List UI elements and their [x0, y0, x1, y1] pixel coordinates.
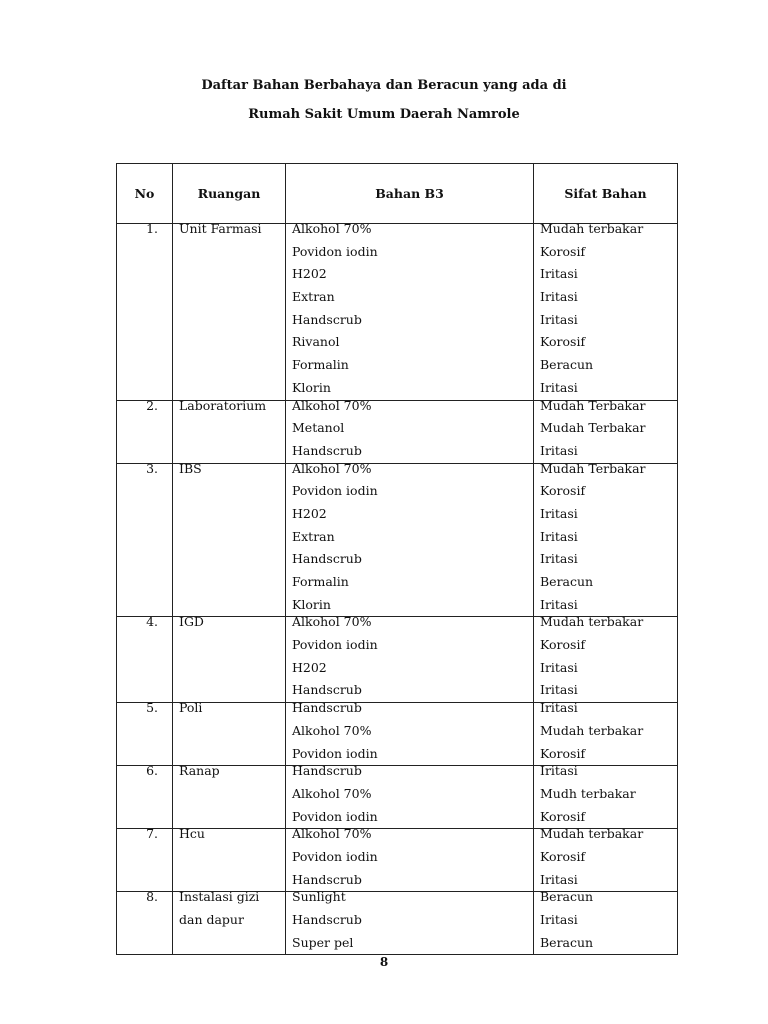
- material-cell-item: Klorin: [292, 596, 331, 612]
- material-cell-item: Handscrub: [292, 551, 362, 567]
- room-cell-item: Instalasi gizi: [179, 889, 260, 905]
- material-cell-item: Alkohol 70%: [292, 826, 372, 842]
- table-row: [117, 617, 678, 703]
- row-number-text: 5.: [146, 700, 158, 716]
- table-row: [117, 829, 678, 892]
- row-number-text: 8.: [146, 889, 158, 905]
- material-cell: [286, 221, 534, 401]
- property-cell-item: Iritasi: [540, 682, 578, 698]
- property-cell-item: Iritasi: [540, 528, 578, 544]
- property-cell-item: Mudah terbakar: [540, 826, 644, 842]
- table-row: [117, 766, 678, 829]
- material-cell-item: Alkohol 70%: [292, 397, 372, 413]
- property-cell: [534, 826, 678, 892]
- row-number: [117, 826, 173, 892]
- material-cell-item: H202: [292, 505, 327, 521]
- material-cell-item: Povidon iodin: [292, 808, 378, 824]
- property-cell-item: Iritasi: [540, 266, 578, 282]
- material-cell-item: Handscrub: [292, 912, 362, 927]
- row-number: [117, 700, 173, 766]
- property-cell-item: Iritasi: [540, 505, 578, 521]
- material-cell: [286, 889, 534, 955]
- property-cell: [534, 889, 678, 955]
- material-cell-item: Handscrub: [292, 871, 362, 887]
- table-row: [117, 892, 678, 955]
- material-cell-item: Alkohol 70%: [292, 785, 372, 801]
- header-no: No: [117, 164, 173, 224]
- room-cell-item: IGD: [179, 614, 204, 630]
- property-cell-item: Beracun: [540, 357, 594, 373]
- room-cell: [173, 826, 286, 892]
- room-cell: [173, 397, 286, 463]
- material-cell-item: Klorin: [292, 379, 331, 395]
- material-cell-item: Sunlight: [292, 889, 346, 905]
- row-number-text: 2.: [146, 397, 158, 413]
- room-cell-item: IBS: [179, 460, 202, 476]
- property-cell: [534, 763, 678, 829]
- property-cell-item: Korosif: [540, 483, 586, 499]
- material-cell-item: Handscrub: [292, 682, 362, 698]
- header-material: Bahan B3: [286, 164, 534, 224]
- property-cell-item: Korosif: [540, 808, 586, 824]
- property-cell-item: Iritasi: [540, 311, 578, 327]
- property-cell-item: Korosif: [540, 637, 586, 653]
- row-number-text: 1.: [146, 221, 158, 236]
- room-cell: [173, 460, 286, 617]
- material-cell-item: Alkohol 70%: [292, 614, 372, 630]
- material-cell: [286, 614, 534, 703]
- property-cell: [534, 700, 678, 766]
- row-number-text: 3.: [146, 460, 158, 476]
- room-cell-item: dan dapur: [179, 912, 244, 927]
- property-cell: [534, 397, 678, 463]
- material-cell-item: Handscrub: [292, 700, 362, 716]
- room-cell-item: Poli: [179, 700, 203, 716]
- row-number-text: 6.: [146, 763, 158, 779]
- material-cell: [286, 763, 534, 829]
- row-number-text: 4.: [146, 614, 158, 630]
- room-cell: [173, 763, 286, 829]
- row-number-text: 7.: [146, 826, 158, 842]
- material-cell-item: Povidon iodin: [292, 745, 378, 761]
- property-cell: [534, 614, 678, 703]
- property-cell: [534, 460, 678, 617]
- property-cell-item: Korosif: [540, 848, 586, 864]
- room-cell: [173, 700, 286, 766]
- material-cell-item: Handscrub: [292, 763, 362, 779]
- row-number: [117, 221, 173, 401]
- property-cell-item: Mudah terbakar: [540, 221, 644, 236]
- material-cell-item: Povidon iodin: [292, 243, 378, 259]
- material-cell-item: Handscrub: [292, 311, 362, 327]
- property-cell-item: Mudah Terbakar: [540, 397, 646, 413]
- material-cell-item: Povidon iodin: [292, 483, 378, 499]
- page-number: 8: [379, 955, 389, 969]
- material-cell: [286, 397, 534, 463]
- property-cell-item: Iritasi: [540, 659, 578, 675]
- property-cell-item: Iritasi: [540, 763, 578, 779]
- property-cell-item: Mudah terbakar: [540, 614, 644, 630]
- material-cell-item: Alkohol 70%: [292, 460, 372, 476]
- row-number: [117, 614, 173, 703]
- property-cell-item: Mudah Terbakar: [540, 420, 646, 436]
- room-cell-item: Ranap: [179, 763, 220, 779]
- material-cell: [286, 826, 534, 892]
- property-cell-item: Iritasi: [540, 912, 578, 927]
- property-cell-item: Beracun: [540, 574, 594, 589]
- row-number: [117, 763, 173, 829]
- property-cell-item: Iritasi: [540, 871, 578, 887]
- property-cell-item: Mudh terbakar: [540, 785, 636, 801]
- material-cell-item: Povidon iodin: [292, 848, 378, 864]
- material-cell-item: Rivanol: [292, 334, 340, 350]
- room-cell-item: Unit Farmasi: [179, 221, 262, 236]
- room-cell-item: Laboratorium: [179, 397, 267, 413]
- property-cell-item: Iritasi: [540, 442, 578, 458]
- material-cell-item: Super pel: [292, 934, 354, 950]
- material-cell-item: Extran: [292, 528, 335, 544]
- table-row: [117, 463, 678, 617]
- table-row: [117, 400, 678, 463]
- property-cell-item: Korosif: [540, 334, 586, 350]
- material-cell-item: Formalin: [292, 574, 349, 589]
- property-cell-item: Iritasi: [540, 379, 578, 395]
- row-number: [117, 397, 173, 463]
- hazardous-materials-table: [116, 163, 678, 955]
- header-room: Ruangan: [173, 164, 286, 224]
- material-cell: [286, 700, 534, 766]
- property-cell-item: Korosif: [540, 243, 586, 259]
- material-cell-item: Alkohol 70%: [292, 722, 372, 738]
- property-cell-item: Beracun: [540, 889, 594, 905]
- property-cell-item: Beracun: [540, 934, 594, 950]
- property-cell-item: Korosif: [540, 745, 586, 761]
- material-cell-item: Handscrub: [292, 442, 362, 458]
- material-cell-item: Povidon iodin: [292, 637, 378, 653]
- document-title-line2: Rumah Sakit Umum Daerah Namrole: [248, 107, 520, 122]
- property-cell-item: Iritasi: [540, 289, 578, 305]
- room-cell: [173, 221, 286, 401]
- room-cell-item: Hcu: [179, 826, 205, 842]
- property-cell-item: Iritasi: [540, 700, 578, 716]
- row-number: [117, 889, 173, 955]
- document-title-line1: Daftar Bahan Berbahaya dan Beracun yang ada di: [201, 78, 567, 93]
- table-row: [117, 703, 678, 766]
- material-cell-item: Metanol: [292, 420, 345, 436]
- material-cell-item: Extran: [292, 289, 335, 305]
- material-cell-item: H202: [292, 266, 327, 282]
- material-cell-item: Formalin: [292, 357, 349, 373]
- property-cell-item: Mudah terbakar: [540, 722, 644, 738]
- material-cell-item: H202: [292, 659, 327, 675]
- property-cell-item: Iritasi: [540, 596, 578, 612]
- material-cell: [286, 460, 534, 617]
- property-cell-item: Iritasi: [540, 551, 578, 567]
- property-cell: [534, 221, 678, 401]
- room-cell: [173, 614, 286, 703]
- room-cell: [173, 889, 286, 955]
- table-row: [117, 224, 678, 401]
- table-header-row: [117, 164, 678, 224]
- property-cell-item: Mudah Terbakar: [540, 460, 646, 476]
- row-number: [117, 460, 173, 617]
- header-property: Sifat Bahan: [534, 164, 678, 224]
- table-body: [117, 221, 678, 955]
- material-cell-item: Alkohol 70%: [292, 221, 372, 236]
